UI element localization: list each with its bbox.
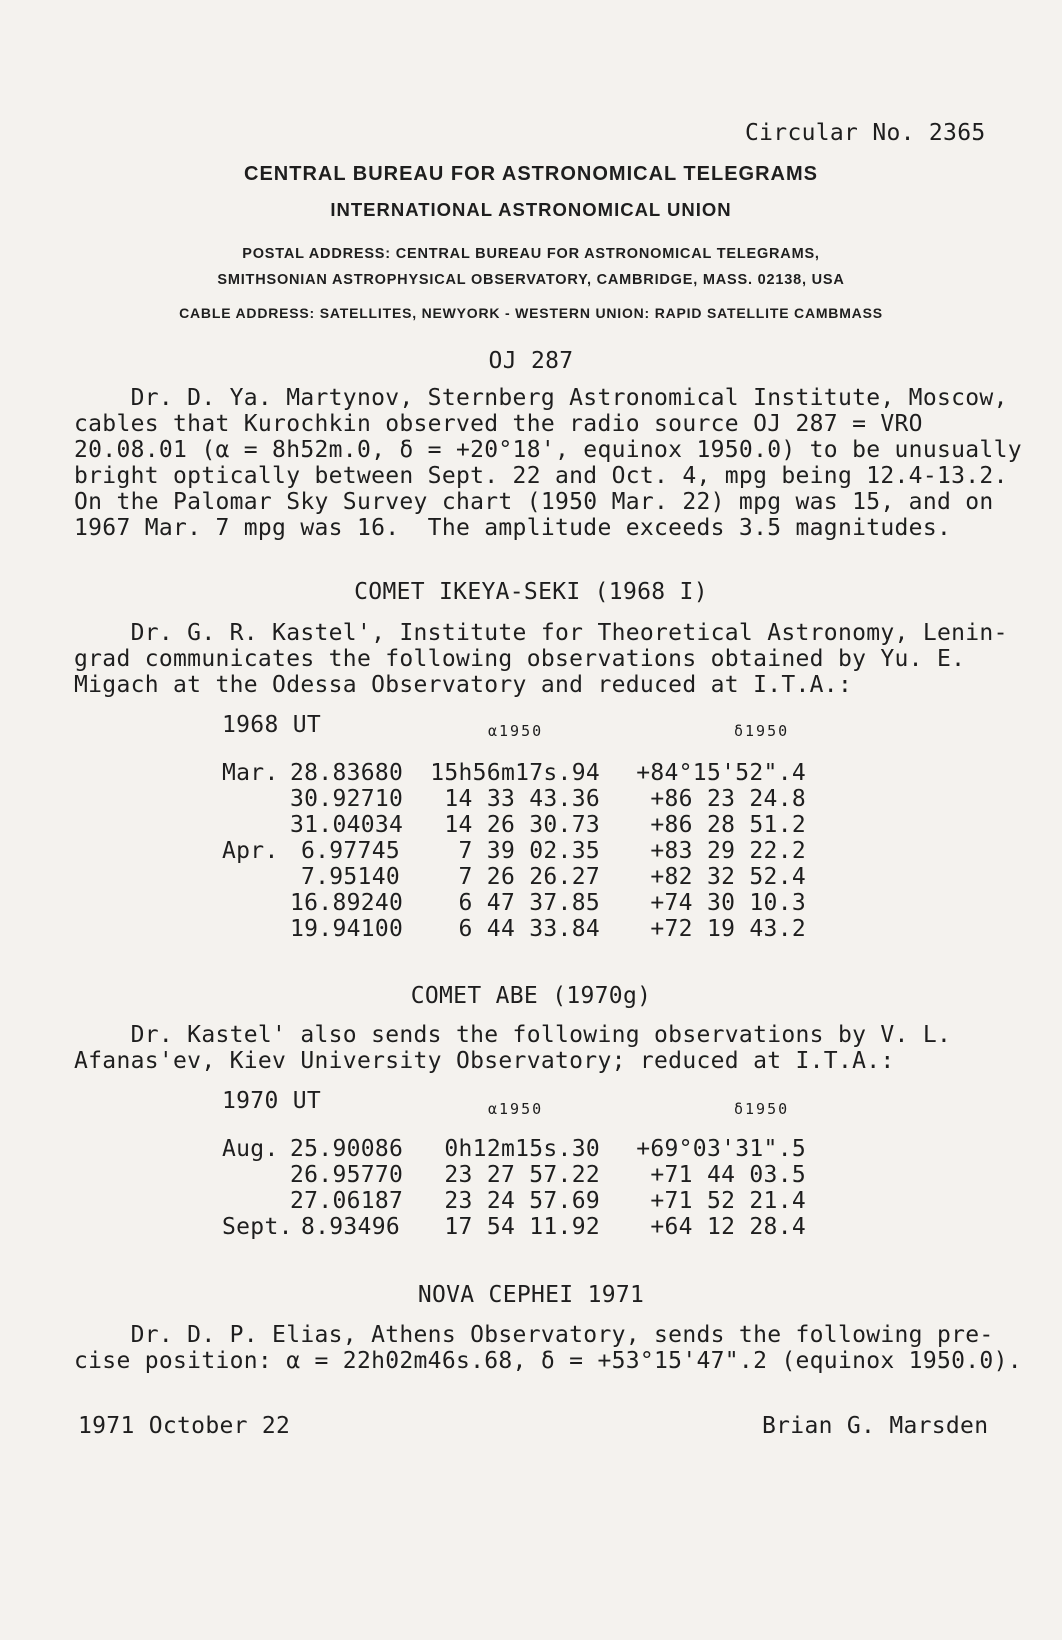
postal-address-line-2: SMITHSONIAN ASTROPHYSICAL OBSERVATORY, CAMBRIDGE, MASS. 02138, USA — [217, 272, 845, 288]
ikeya-row-6-ut: 16.89240 — [290, 890, 404, 916]
abe-ut-header: 1970 UT — [222, 1088, 322, 1114]
ikeya-row-7-ra: 6 44 33.84 — [458, 916, 600, 942]
nova-line-2: cise position: α = 22h02m46s.68, δ = +53°15'47".2 (equinox 1950.0). — [74, 1348, 1022, 1374]
ikeya-row-3-ut: 31.04034 — [290, 812, 404, 838]
ikeya-row-5-ut: 7.95140 — [300, 864, 400, 890]
circular-number: Circular No. 2365 — [745, 120, 986, 146]
abe-row-1-ra: 0h12m15s.30 — [444, 1136, 600, 1162]
ikeya-row-3-dec: +86 28 51.2 — [650, 812, 806, 838]
section-title-ikeya-seki: COMET IKEYA-SEKI (1968 I) — [354, 579, 708, 605]
postal-address-line-1: POSTAL ADDRESS: CENTRAL BUREAU FOR ASTRONOMICAL TELEGRAMS, — [242, 246, 820, 262]
ikeya-line-3: Migach at the Odessa Observatory and reduced at I.T.A.: — [74, 672, 853, 698]
oj287-line-3: 20.08.01 (α = 8h52m.0, δ = +20°18', equinox 1950.0) to be unusually — [74, 437, 1022, 463]
ikeya-row-5-ra: 7 26 26.27 — [458, 864, 600, 890]
abe-row-2-ut: 26.95770 — [290, 1162, 404, 1188]
oj287-line-4: bright optically between Sept. 22 and Oct. 4, mpg being 12.4-13.2. — [74, 463, 1008, 489]
footer-author: Brian G. Marsden — [762, 1413, 989, 1439]
ikeya-row-2-ut: 30.92710 — [290, 786, 404, 812]
ikeya-row-2-dec: +86 23 24.8 — [650, 786, 806, 812]
ikeya-dec-header: δ1950 — [734, 722, 790, 740]
ikeya-row-4-ra: 7 39 02.35 — [458, 838, 600, 864]
nova-line-1: Dr. D. P. Elias, Athens Observatory, sends the following pre- — [74, 1322, 994, 1348]
ikeya-row-4-dec: +83 29 22.2 — [650, 838, 806, 864]
oj287-line-2: cables that Kurochkin observed the radio source OJ 287 = VRO — [74, 411, 923, 437]
ikeya-row-1-ut: 28.83680 — [290, 760, 404, 786]
ikeya-row-2-ra: 14 33 43.36 — [444, 786, 600, 812]
ikeya-row-1-ra: 15h56m17s.94 — [430, 760, 600, 786]
section-title-nova: NOVA CEPHEI 1971 — [417, 1282, 645, 1308]
abe-row-2-dec: +71 44 03.5 — [650, 1162, 806, 1188]
bureau-title: CENTRAL BUREAU FOR ASTRONOMICAL TELEGRAMS — [244, 163, 818, 185]
ikeya-row-3-ra: 14 26 30.73 — [444, 812, 600, 838]
ikeya-row-4-month: Apr. — [222, 838, 279, 864]
oj287-line-1: Dr. D. Ya. Martynov, Sternberg Astronomical Institute, Moscow, — [74, 385, 1008, 411]
ikeya-row-1-dec: +84°15'52".4 — [636, 760, 806, 786]
abe-row-1-ut: 25.90086 — [290, 1136, 404, 1162]
ikeya-row-6-ra: 6 47 37.85 — [458, 890, 600, 916]
ikeya-row-6-dec: +74 30 10.3 — [650, 890, 806, 916]
union-title: INTERNATIONAL ASTRONOMICAL UNION — [330, 199, 732, 220]
abe-row-4-ut: 8.93496 — [300, 1214, 400, 1240]
section-title-oj287: OJ 287 — [488, 348, 574, 374]
abe-row-1-dec: +69°03'31".5 — [636, 1136, 806, 1162]
section-title-abe: COMET ABE (1970g) — [410, 983, 652, 1009]
abe-line-1: Dr. Kastel' also sends the following observations by V. L. — [74, 1022, 952, 1048]
oj287-line-5: On the Palomar Sky Survey chart (1950 Mar. 22) mpg was 15, and on — [74, 489, 994, 515]
ikeya-line-1: Dr. G. R. Kastel', Institute for Theoretical Astronomy, Lenin- — [74, 620, 1008, 646]
cable-address: CABLE ADDRESS: SATELLITES, NEWYORK - WESTERN UNION: RAPID SATELLITE CAMBMASS — [179, 305, 883, 321]
abe-row-4-month: Sept. — [222, 1214, 293, 1240]
ikeya-row-1-month: Mar. — [222, 760, 279, 786]
abe-line-2: Afanas'ev, Kiev University Observatory; reduced at I.T.A.: — [74, 1048, 895, 1074]
footer-date: 1971 October 22 — [78, 1413, 291, 1439]
ikeya-row-5-dec: +82 32 52.4 — [650, 864, 806, 890]
ikeya-row-7-dec: +72 19 43.2 — [650, 916, 806, 942]
abe-row-3-ra: 23 24 57.69 — [444, 1188, 600, 1214]
abe-dec-header: δ1950 — [734, 1100, 790, 1118]
oj287-line-6: 1967 Mar. 7 mpg was 16. The amplitude exceeds 3.5 magnitudes. — [74, 515, 952, 541]
ikeya-row-7-ut: 19.94100 — [290, 916, 404, 942]
abe-row-3-ut: 27.06187 — [290, 1188, 404, 1214]
abe-row-4-ra: 17 54 11.92 — [444, 1214, 600, 1240]
abe-row-1-month: Aug. — [222, 1136, 279, 1162]
abe-row-4-dec: +64 12 28.4 — [650, 1214, 806, 1240]
abe-row-3-dec: +71 52 21.4 — [650, 1188, 806, 1214]
abe-row-2-ra: 23 27 57.22 — [444, 1162, 600, 1188]
ikeya-line-2: grad communicates the following observations obtained by Yu. E. — [74, 646, 966, 672]
abe-ra-header: α1950 — [488, 1100, 544, 1118]
ikeya-ra-header: α1950 — [488, 722, 544, 740]
ikeya-ut-header: 1968 UT — [222, 712, 322, 738]
ikeya-row-4-ut: 6.97745 — [300, 838, 400, 864]
